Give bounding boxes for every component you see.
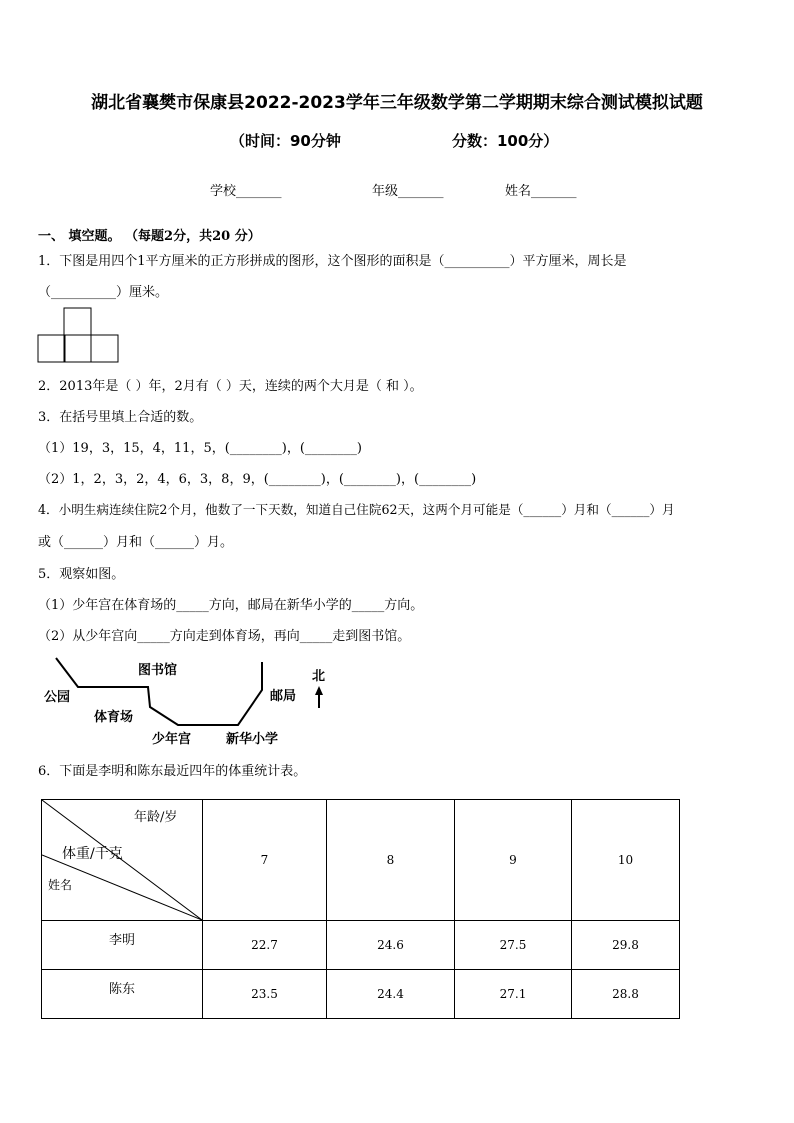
question-3-part2: （2）1，2，3，2，4，6，3，8，9，(________)，(________)，(________) bbox=[38, 472, 477, 487]
age-header: 年龄/岁 bbox=[134, 810, 178, 825]
weight-header: 体重/千克 bbox=[62, 846, 123, 862]
youth-palace-label: 少年宫 bbox=[152, 732, 192, 747]
question-2: 2．2013年是（ ）年，2月有（ ）天，连续的两个大月是（ 和 ）。 bbox=[38, 379, 423, 394]
table-header-row bbox=[42, 800, 680, 921]
diagonal-header-cell bbox=[42, 800, 203, 921]
square-figure bbox=[37, 306, 123, 364]
value-cell: 23.5 bbox=[203, 970, 327, 1019]
value-cell: 24.4 bbox=[327, 970, 455, 1019]
route-map bbox=[40, 650, 340, 750]
name-cell: 李明 bbox=[42, 921, 203, 970]
age-cell: 7 bbox=[203, 800, 327, 921]
weight-table bbox=[41, 799, 680, 1019]
north-arrow-icon bbox=[315, 686, 323, 695]
value-cell: 27.5 bbox=[455, 921, 572, 970]
question-5-part2: （2）从少年宫向_____方向走到体育场，再向_____走到图书馆。 bbox=[38, 629, 411, 644]
value-cell: 24.6 bbox=[327, 921, 455, 970]
question-1-line2: （__________）厘米。 bbox=[38, 285, 169, 300]
age-cell: 9 bbox=[455, 800, 572, 921]
name-cell: 陈东 bbox=[42, 970, 203, 1019]
question-4-line1: 4．小明生病连续住院2个月，他数了一下天数，知道自己住院62天，这两个月可能是（______）月和（______）月 bbox=[38, 502, 675, 517]
library-label: 图书馆 bbox=[138, 663, 178, 678]
question-1-line1: 1．下图是用四个1平方厘米的正方形拼成的图形，这个图形的面积是（__________）平方厘米，周长是 bbox=[38, 254, 627, 269]
value-cell: 27.1 bbox=[455, 970, 572, 1019]
table-row bbox=[42, 970, 680, 1019]
exam-score: 分数：100分） bbox=[452, 132, 559, 150]
question-5-part1: （1）少年宫在体育场的_____方向，邮局在新华小学的_____方向。 bbox=[38, 598, 424, 613]
age-cell: 8 bbox=[327, 800, 455, 921]
question-6: 6．下面是李明和陈东最近四年的体重统计表。 bbox=[38, 764, 307, 779]
square-top bbox=[64, 308, 91, 335]
question-3-part1: （1）19，3，15，4，11，5，(________)，(________) bbox=[38, 441, 362, 456]
age-cell: 10 bbox=[572, 800, 680, 921]
section-heading: 一、 填空题。 （每题2分，共20 分） bbox=[38, 229, 261, 244]
question-3-stem: 3．在括号里填上合适的数。 bbox=[38, 410, 203, 425]
table-row bbox=[42, 921, 680, 970]
name-header: 姓名 bbox=[48, 878, 73, 892]
park-label: 公园 bbox=[44, 690, 71, 705]
value-cell: 28.8 bbox=[572, 970, 680, 1019]
school-field: 学校_______ bbox=[210, 184, 282, 199]
post-office-label: 邮局 bbox=[270, 689, 297, 704]
value-cell: 22.7 bbox=[203, 921, 327, 970]
page-title: 湖北省襄樊市保康县2022-2023学年三年级数学第二学期期末综合测试模拟试题 bbox=[91, 93, 703, 113]
school-label: 新华小学 bbox=[226, 732, 279, 747]
grade-field: 年级_______ bbox=[372, 184, 444, 199]
question-5-stem: 5．观察如图。 bbox=[38, 567, 125, 582]
stadium-label: 体育场 bbox=[94, 710, 134, 725]
name-field: 姓名_______ bbox=[505, 184, 577, 199]
exam-time: （时间：90分钟 bbox=[230, 132, 341, 150]
square-left bbox=[38, 335, 65, 362]
question-4-line2: 或（______）月和（______）月。 bbox=[38, 535, 234, 550]
value-cell: 29.8 bbox=[572, 921, 680, 970]
square-middle bbox=[64, 335, 91, 362]
square-right bbox=[91, 335, 118, 362]
north-label: 北 bbox=[312, 669, 326, 684]
